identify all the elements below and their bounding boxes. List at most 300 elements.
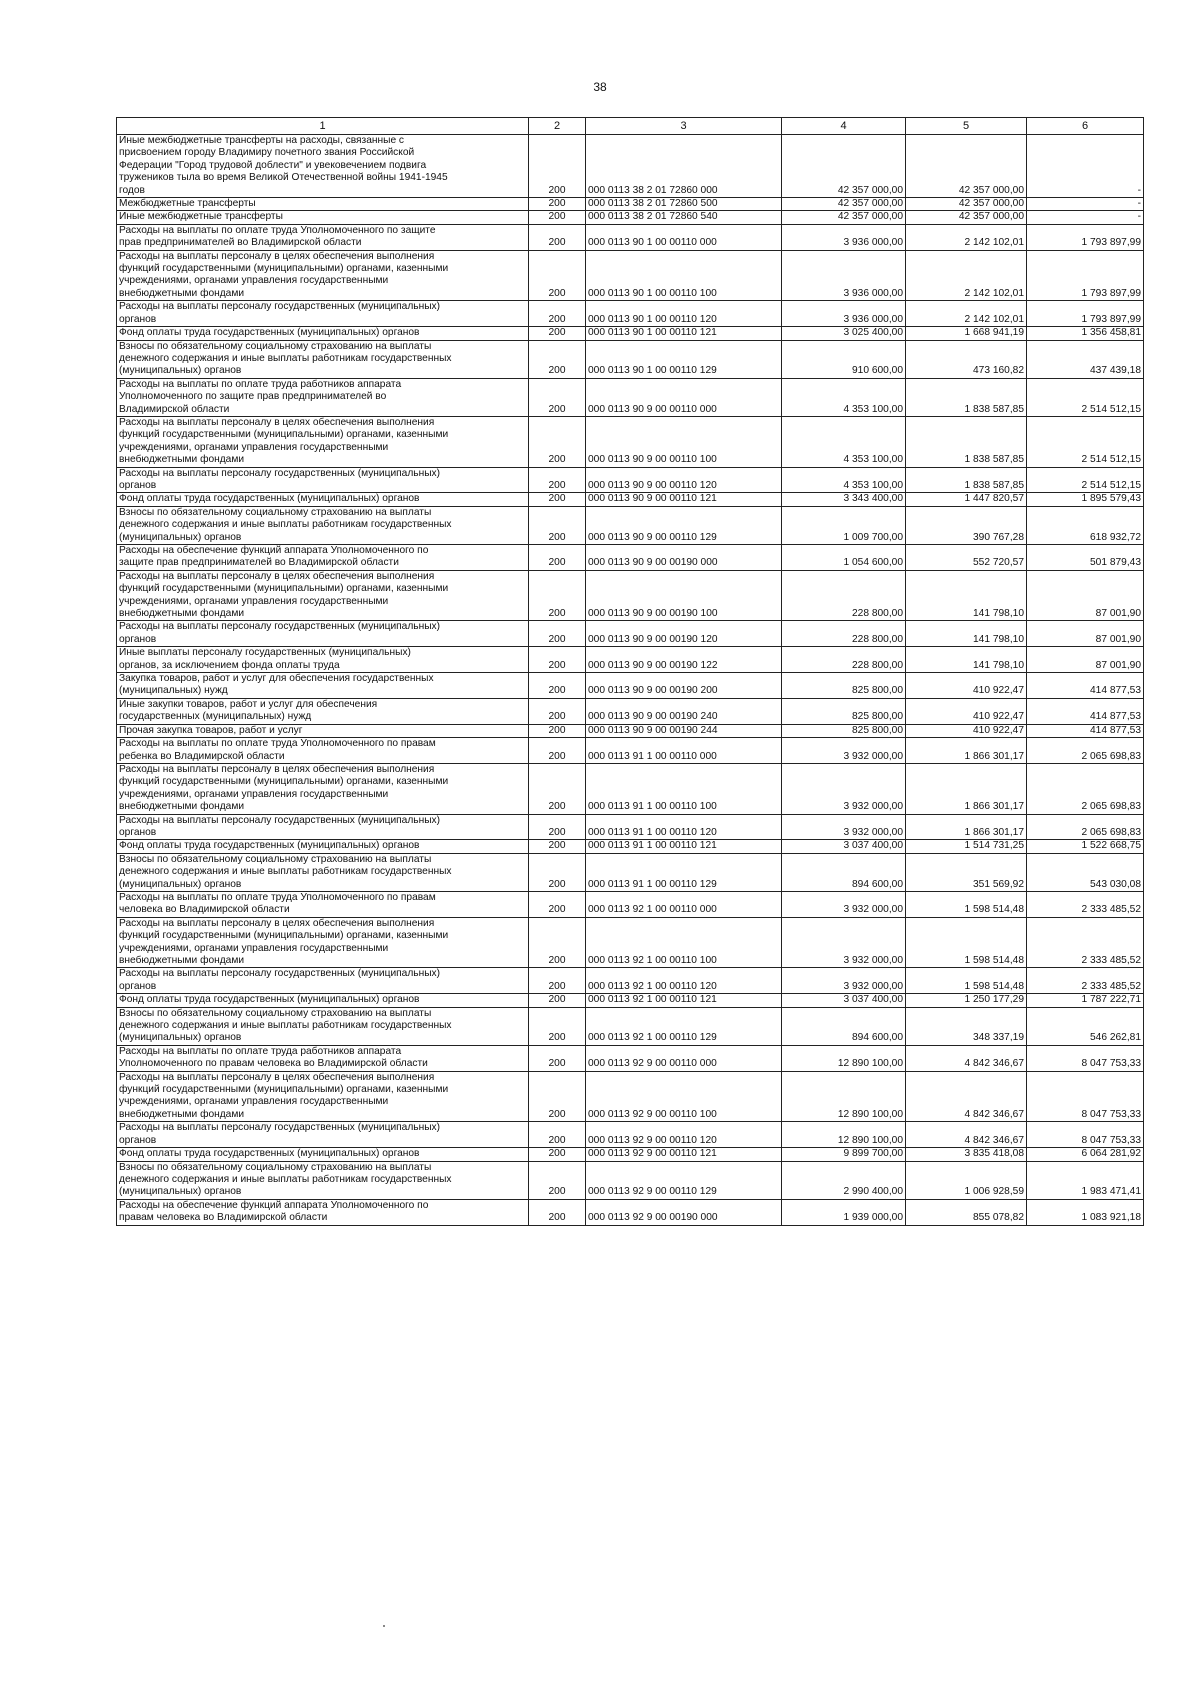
expense-name-cell [117,545,529,571]
approved-amount-cell: 4 353 100,00 [782,467,906,493]
unexecuted-amount-cell: 414 877,53 [1027,673,1144,699]
approved-amount-cell: 12 890 100,00 [782,1122,906,1148]
expense-name-line: присвоением городу Владимиру почетного звания Российской [119,147,415,159]
unexecuted-amount-cell: 414 877,53 [1027,698,1144,724]
expense-name-line: (муниципальных) органов [119,1032,242,1044]
table-row [117,198,1144,211]
approved-amount-cell: 3 932 000,00 [782,763,906,814]
approved-amount-cell: 3 343 400,00 [782,493,906,506]
unexecuted-amount-cell: 2 065 698,83 [1027,814,1144,840]
expense-name-line: (муниципальных) органов [119,365,242,377]
approved-amount-cell: 12 890 100,00 [782,1071,906,1122]
expense-name-line: внебюджетными фондами [119,608,245,620]
executed-amount-cell: 4 842 346,67 [906,1122,1027,1148]
expense-name-cell [117,1071,529,1122]
budget-code-cell: 000 0113 91 1 00 00110 129 [586,853,782,891]
budget-code-cell: 000 0113 92 9 00 00110 000 [586,1045,782,1071]
table-row [117,211,1144,224]
budget-code-cell: 000 0113 92 9 00 00110 120 [586,1122,782,1148]
expense-name-line: внебюджетными фондами [119,287,245,299]
unexecuted-amount-cell: 87 001,90 [1027,570,1144,621]
expense-name-cell [117,1148,529,1161]
budget-code-cell: 000 0113 90 9 00 00110 120 [586,467,782,493]
approved-amount-cell: 3 932 000,00 [782,891,906,917]
table-header-row [117,118,1144,135]
line-code-cell: 200 [529,1122,586,1148]
table-row [117,467,1144,493]
unexecuted-amount-cell: 546 262,81 [1027,1007,1144,1045]
budget-code-cell: 000 0113 90 1 00 00110 100 [586,250,782,301]
approved-amount-cell: 3 936 000,00 [782,250,906,301]
line-code-cell: 200 [529,763,586,814]
approved-amount-cell: 42 357 000,00 [782,198,906,211]
executed-amount-cell: 42 357 000,00 [906,135,1027,198]
line-code-cell: 200 [529,416,586,467]
expense-name-line: прав предпринимателей во Владимирской области [119,237,362,249]
budget-code-cell: 000 0113 91 1 00 00110 121 [586,840,782,853]
expense-name-line: Иные выплаты персоналу государственных (муниципальных) [119,647,411,659]
unexecuted-amount-cell: 618 932,72 [1027,506,1144,544]
budget-code-cell: 000 0113 38 2 01 72860 500 [586,198,782,211]
unexecuted-amount-cell: 1 983 471,41 [1027,1161,1144,1199]
approved-amount-cell: 9 899 700,00 [782,1148,906,1161]
line-code-cell: 200 [529,467,586,493]
expense-name-line: Расходы на выплаты персоналу в целях обеспечения выполнения [119,917,435,929]
executed-amount-cell: 390 767,28 [906,506,1027,544]
budget-code-cell: 000 0113 91 1 00 00110 120 [586,814,782,840]
column-header-name: 1 [117,118,529,135]
table-row [117,853,1144,891]
expense-name-line: внебюджетными фондами [119,454,245,466]
unexecuted-amount-cell: 1 793 897,99 [1027,224,1144,250]
budget-code-cell: 000 0113 90 1 00 00110 129 [586,340,782,378]
expense-name-line: (муниципальных) органов [119,1186,242,1198]
expense-name-line: денежного содержания и иные выплаты работникам государственных [119,1020,452,1032]
budget-code-cell: 000 0113 90 9 00 00190 100 [586,570,782,621]
expense-name-line: Расходы на выплаты персоналу государственных (муниципальных) [119,621,441,633]
table-row [117,340,1144,378]
executed-amount-cell: 2 142 102,01 [906,224,1027,250]
expense-name-cell [117,1045,529,1071]
budget-code-cell: 000 0113 90 9 00 00110 121 [586,493,782,506]
approved-amount-cell: 910 600,00 [782,340,906,378]
expense-name-line: (муниципальных) органов [119,531,242,543]
line-code-cell: 200 [529,327,586,340]
line-code-cell: 200 [529,738,586,764]
executed-amount-cell: 141 798,10 [906,647,1027,673]
line-code-cell: 200 [529,724,586,737]
unexecuted-amount-cell: 414 877,53 [1027,724,1144,737]
budget-code-cell: 000 0113 90 9 00 00110 129 [586,506,782,544]
table-row [117,1199,1144,1225]
expense-name-cell [117,968,529,994]
expense-name-line: ребенка во Владимирской области [119,750,285,762]
budget-code-cell: 000 0113 92 9 00 00110 121 [586,1148,782,1161]
expense-name-line: учреждениями, органами управления государственными [119,788,389,800]
unexecuted-amount-cell: 2 333 485,52 [1027,917,1144,968]
expense-name-line: Фонд оплаты труда государственных (муниципальных) органов [119,840,420,852]
table-row [117,840,1144,853]
expense-name-line: функций государственными (муниципальными) органами, казенными [119,429,449,441]
expense-name-line: годов [119,184,145,196]
expense-name-line: функций государственными (муниципальными) органами, казенными [119,776,449,788]
unexecuted-amount-cell: 501 879,43 [1027,545,1144,571]
unexecuted-amount-cell: 543 030,08 [1027,853,1144,891]
expense-name-line: функций государственными (муниципальными) органами, казенными [119,583,449,595]
approved-amount-cell: 3 936 000,00 [782,224,906,250]
expense-name-line: Межбюджетные трансферты [119,198,256,210]
executed-amount-cell: 410 922,47 [906,673,1027,699]
expense-name-line: функций государственными (муниципальными) органами, казенными [119,1084,449,1096]
expense-name-cell [117,327,529,340]
approved-amount-cell: 3 932 000,00 [782,917,906,968]
expense-name-cell [117,378,529,416]
expense-name-line: правам человека во Владимирской области [119,1212,328,1224]
unexecuted-amount-cell: - [1027,135,1144,198]
expense-name-line: (муниципальных) органов [119,878,242,890]
unexecuted-amount-cell: 8 047 753,33 [1027,1122,1144,1148]
executed-amount-cell: 1 838 587,85 [906,467,1027,493]
expense-name-line: Расходы на выплаты персоналу государственных (муниципальных) [119,301,441,313]
approved-amount-cell: 3 037 400,00 [782,994,906,1007]
approved-amount-cell: 228 800,00 [782,570,906,621]
expense-name-cell [117,891,529,917]
unexecuted-amount-cell: 2 333 485,52 [1027,968,1144,994]
approved-amount-cell: 894 600,00 [782,853,906,891]
table-row [117,994,1144,1007]
unexecuted-amount-cell: - [1027,211,1144,224]
table-row [117,135,1144,198]
budget-code-cell: 000 0113 90 9 00 00190 240 [586,698,782,724]
expense-name-cell [117,763,529,814]
expense-name-line: учреждениями, органами управления государственными [119,275,389,287]
expense-name-line: Взносы по обязательному социальному страхованию на выплаты [119,853,432,865]
expense-name-line: Расходы на выплаты персоналу в целях обеспечения выполнения [119,570,435,582]
approved-amount-cell: 3 932 000,00 [782,814,906,840]
expense-name-cell [117,814,529,840]
executed-amount-cell: 1 838 587,85 [906,378,1027,416]
expense-name-line: Расходы на обеспечение функций аппарата Уполномоченного по [119,1199,429,1211]
column-header-line-code: 2 [529,118,586,135]
expense-name-cell [117,738,529,764]
line-code-cell: 200 [529,340,586,378]
expense-name-cell [117,698,529,724]
table-row [117,1071,1144,1122]
executed-amount-cell: 1 514 731,25 [906,840,1027,853]
approved-amount-cell: 1 939 000,00 [782,1199,906,1225]
unexecuted-amount-cell: 1 793 897,99 [1027,250,1144,301]
expense-name-line: Взносы по обязательному социальному страхованию на выплаты [119,1007,432,1019]
expense-name-line: Расходы на выплаты персоналу государственных (муниципальных) [119,814,441,826]
executed-amount-cell: 4 842 346,67 [906,1045,1027,1071]
executed-amount-cell: 141 798,10 [906,570,1027,621]
expense-name-line: Расходы на выплаты по оплате труда Уполномоченного по защите [119,224,436,236]
budget-code-cell: 000 0113 90 9 00 00190 200 [586,673,782,699]
line-code-cell: 200 [529,198,586,211]
executed-amount-cell: 1 598 514,48 [906,917,1027,968]
unexecuted-amount-cell: 437 439,18 [1027,340,1144,378]
executed-amount-cell: 1 250 177,29 [906,994,1027,1007]
expense-name-line: Фонд оплаты труда государственных (муниципальных) органов [119,493,420,505]
line-code-cell: 200 [529,1007,586,1045]
unexecuted-amount-cell: 1 793 897,99 [1027,301,1144,327]
line-code-cell: 200 [529,211,586,224]
expense-name-cell [117,724,529,737]
expense-name-line: Расходы на выплаты по оплате труда работников аппарата [119,1045,402,1057]
expense-name-cell [117,1122,529,1148]
column-header-budget-code: 3 [586,118,782,135]
expense-name-line: денежного содержания и иные выплаты работникам государственных [119,866,452,878]
unexecuted-amount-cell: 2 065 698,83 [1027,763,1144,814]
column-header-executed: 5 [906,118,1027,135]
table-row [117,570,1144,621]
executed-amount-cell: 1 866 301,17 [906,763,1027,814]
line-code-cell: 200 [529,1148,586,1161]
table-row [117,917,1144,968]
expense-name-cell [117,198,529,211]
expense-name-line: внебюджетными фондами [119,955,245,966]
expense-name-line: органов [119,479,157,491]
unexecuted-amount-cell: 2 065 698,83 [1027,738,1144,764]
approved-amount-cell: 3 932 000,00 [782,738,906,764]
expense-name-line: функций государственными (муниципальными) органами, казенными [119,263,449,275]
expense-name-cell [117,647,529,673]
executed-amount-cell: 42 357 000,00 [906,198,1027,211]
budget-code-cell: 000 0113 92 9 00 00190 000 [586,1199,782,1225]
unexecuted-amount-cell: 8 047 753,33 [1027,1045,1144,1071]
budget-code-cell: 000 0113 92 9 00 00110 129 [586,1161,782,1199]
expense-name-line: органов [119,826,157,838]
expense-name-line: Фонд оплаты труда государственных (муниципальных) органов [119,1148,420,1160]
expense-name-cell [117,673,529,699]
line-code-cell: 200 [529,1045,586,1071]
budget-code-cell: 000 0113 92 9 00 00110 100 [586,1071,782,1122]
expense-name-line: Расходы на выплаты по оплате труда Уполномоченного по правам [119,891,436,903]
budget-code-cell: 000 0113 38 2 01 72860 540 [586,211,782,224]
unexecuted-amount-cell: 8 047 753,33 [1027,1071,1144,1122]
budget-code-cell: 000 0113 91 1 00 00110 000 [586,738,782,764]
table-row [117,1007,1144,1045]
expense-name-cell [117,994,529,1007]
expense-name-line: Владимирской области [119,403,230,415]
executed-amount-cell: 1 598 514,48 [906,891,1027,917]
line-code-cell: 200 [529,891,586,917]
line-code-cell: 200 [529,1199,586,1225]
expense-name-line: органов, за исключением фонда оплаты труда [119,659,340,671]
expense-name-line: Закупка товаров, работ и услуг для обеспечения государственных [119,673,434,685]
expense-name-cell [117,416,529,467]
budget-code-cell: 000 0113 90 9 00 00110 100 [586,416,782,467]
expense-name-line: Расходы на выплаты по оплате труда Уполномоченного по правам [119,738,436,750]
approved-amount-cell: 1 009 700,00 [782,506,906,544]
table-row [117,301,1144,327]
expense-name-line: Расходы на выплаты персоналу государственных (муниципальных) [119,968,441,980]
table-row [117,1122,1144,1148]
executed-amount-cell: 410 922,47 [906,698,1027,724]
line-code-cell: 200 [529,840,586,853]
unexecuted-amount-cell: 1 895 579,43 [1027,493,1144,506]
executed-amount-cell: 1 668 941,19 [906,327,1027,340]
unexecuted-amount-cell: 87 001,90 [1027,621,1144,647]
approved-amount-cell: 894 600,00 [782,1007,906,1045]
table-row [117,968,1144,994]
unexecuted-amount-cell: 1 083 921,18 [1027,1199,1144,1225]
column-header-unexecuted: 6 [1027,118,1144,135]
approved-amount-cell: 3 932 000,00 [782,968,906,994]
unexecuted-amount-cell: 87 001,90 [1027,647,1144,673]
expense-name-line: Уполномоченного по правам человека во Владимирской области [119,1058,428,1070]
expense-name-line: органов [119,633,157,645]
table-row [117,416,1144,467]
executed-amount-cell: 42 357 000,00 [906,211,1027,224]
line-code-cell: 200 [529,224,586,250]
approved-amount-cell: 825 800,00 [782,724,906,737]
line-code-cell: 200 [529,698,586,724]
unexecuted-amount-cell: 1 787 222,71 [1027,994,1144,1007]
expense-name-cell [117,301,529,327]
expense-name-line: Расходы на обеспечение функций аппарата Уполномоченного по [119,545,429,556]
budget-code-cell: 000 0113 90 1 00 00110 000 [586,224,782,250]
executed-amount-cell: 141 798,10 [906,621,1027,647]
expense-name-line: Расходы на выплаты персоналу в целях обеспечения выполнения [119,250,435,262]
budget-code-cell: 000 0113 90 1 00 00110 120 [586,301,782,327]
expense-name-cell [117,570,529,621]
approved-amount-cell: 3 025 400,00 [782,327,906,340]
table-row [117,224,1144,250]
executed-amount-cell: 473 160,82 [906,340,1027,378]
table-row [117,493,1144,506]
table-row [117,738,1144,764]
executed-amount-cell: 1 598 514,48 [906,968,1027,994]
expense-name-line: денежного содержания и иные выплаты работникам государственных [119,1173,452,1185]
budget-code-cell: 000 0113 90 9 00 00190 122 [586,647,782,673]
expense-name-line: защите прав предпринимателей во Владимирской области [119,557,399,569]
approved-amount-cell: 825 800,00 [782,698,906,724]
table-row [117,250,1144,301]
expense-name-cell [117,853,529,891]
executed-amount-cell: 552 720,57 [906,545,1027,571]
table-row [117,673,1144,699]
expense-name-cell [117,211,529,224]
expense-name-line: Взносы по обязательному социальному страхованию на выплаты [119,340,432,352]
expense-name-cell [117,1007,529,1045]
table-row [117,724,1144,737]
scan-mark [383,1625,385,1627]
approved-amount-cell: 228 800,00 [782,647,906,673]
page-number: 38 [593,80,607,94]
expense-name-line: Прочая закупка товаров, работ и услуг [119,724,303,736]
table-row [117,506,1144,544]
executed-amount-cell: 2 142 102,01 [906,301,1027,327]
expense-name-line: органов [119,1134,157,1146]
expense-name-line: внебюджетными фондами [119,801,245,813]
table-body [117,135,1144,1226]
expense-name-cell [117,340,529,378]
table-row [117,327,1144,340]
budget-execution-table [116,117,1144,1226]
line-code-cell: 200 [529,621,586,647]
table-row [117,763,1144,814]
expense-name-line: Уполномоченного по защите прав предпринимателей во [119,391,387,403]
line-code-cell: 200 [529,853,586,891]
expense-name-line: Фонд оплаты труда государственных (муниципальных) органов [119,994,420,1006]
executed-amount-cell: 3 835 418,08 [906,1148,1027,1161]
line-code-cell: 200 [529,917,586,968]
expense-name-line: Расходы на выплаты персоналу государственных (муниципальных) [119,1122,441,1134]
table-row [117,698,1144,724]
line-code-cell: 200 [529,493,586,506]
approved-amount-cell: 1 054 600,00 [782,545,906,571]
expense-name-cell [117,493,529,506]
executed-amount-cell: 410 922,47 [906,724,1027,737]
expense-name-cell [117,250,529,301]
approved-amount-cell: 3 037 400,00 [782,840,906,853]
budget-code-cell: 000 0113 92 1 00 00110 000 [586,891,782,917]
budget-code-cell: 000 0113 90 9 00 00190 120 [586,621,782,647]
budget-code-cell: 000 0113 90 9 00 00190 000 [586,545,782,571]
expense-name-line: Расходы на выплаты персоналу в целях обеспечения выполнения [119,416,435,428]
expense-name-line: денежного содержания и иные выплаты работникам государственных [119,519,452,531]
expense-name-line: государственных (муниципальных) нужд [119,711,312,723]
table-row [117,378,1144,416]
expense-name-line: Расходы на выплаты персоналу в целях обеспечения выполнения [119,763,435,775]
budget-code-cell: 000 0113 92 1 00 00110 100 [586,917,782,968]
table-row [117,891,1144,917]
line-code-cell: 200 [529,1161,586,1199]
expense-name-line: Иные закупки товаров, работ и услуг для обеспечения [119,698,378,710]
expense-name-line: органов [119,980,157,992]
executed-amount-cell: 855 078,82 [906,1199,1027,1225]
table-row [117,1161,1144,1199]
expense-name-line: Взносы по обязательному социальному страхованию на выплаты [119,506,432,518]
approved-amount-cell: 825 800,00 [782,673,906,699]
budget-code-cell: 000 0113 92 1 00 00110 121 [586,994,782,1007]
expense-name-cell [117,224,529,250]
expense-name-cell [117,840,529,853]
expense-name-line: учреждениями, органами управления государственными [119,595,389,607]
unexecuted-amount-cell: 2 514 512,15 [1027,416,1144,467]
line-code-cell: 200 [529,647,586,673]
unexecuted-amount-cell: 2 333 485,52 [1027,891,1144,917]
expense-name-line: внебюджетными фондами [119,1108,245,1120]
line-code-cell: 200 [529,1071,586,1122]
line-code-cell: 200 [529,570,586,621]
approved-amount-cell: 42 357 000,00 [782,211,906,224]
expense-name-line: Взносы по обязательному социальному страхованию на выплаты [119,1161,432,1173]
expense-name-cell [117,506,529,544]
line-code-cell: 200 [529,994,586,1007]
budget-code-cell: 000 0113 90 1 00 00110 121 [586,327,782,340]
executed-amount-cell: 4 842 346,67 [906,1071,1027,1122]
expense-name-line: Фонд оплаты труда государственных (муниципальных) органов [119,327,420,339]
expense-name-line: учреждениями, органами управления государственными [119,1096,389,1108]
expense-name-cell [117,621,529,647]
table-row [117,1045,1144,1071]
table-row [117,647,1144,673]
expense-name-cell [117,917,529,968]
executed-amount-cell: 351 569,92 [906,853,1027,891]
expense-name-cell [117,135,529,198]
unexecuted-amount-cell: 1 522 668,75 [1027,840,1144,853]
unexecuted-amount-cell: 2 514 512,15 [1027,378,1144,416]
executed-amount-cell: 1 838 587,85 [906,416,1027,467]
approved-amount-cell: 42 357 000,00 [782,135,906,198]
unexecuted-amount-cell: - [1027,198,1144,211]
budget-code-cell: 000 0113 92 1 00 00110 129 [586,1007,782,1045]
unexecuted-amount-cell: 1 356 458,81 [1027,327,1144,340]
unexecuted-amount-cell: 6 064 281,92 [1027,1148,1144,1161]
line-code-cell: 200 [529,814,586,840]
